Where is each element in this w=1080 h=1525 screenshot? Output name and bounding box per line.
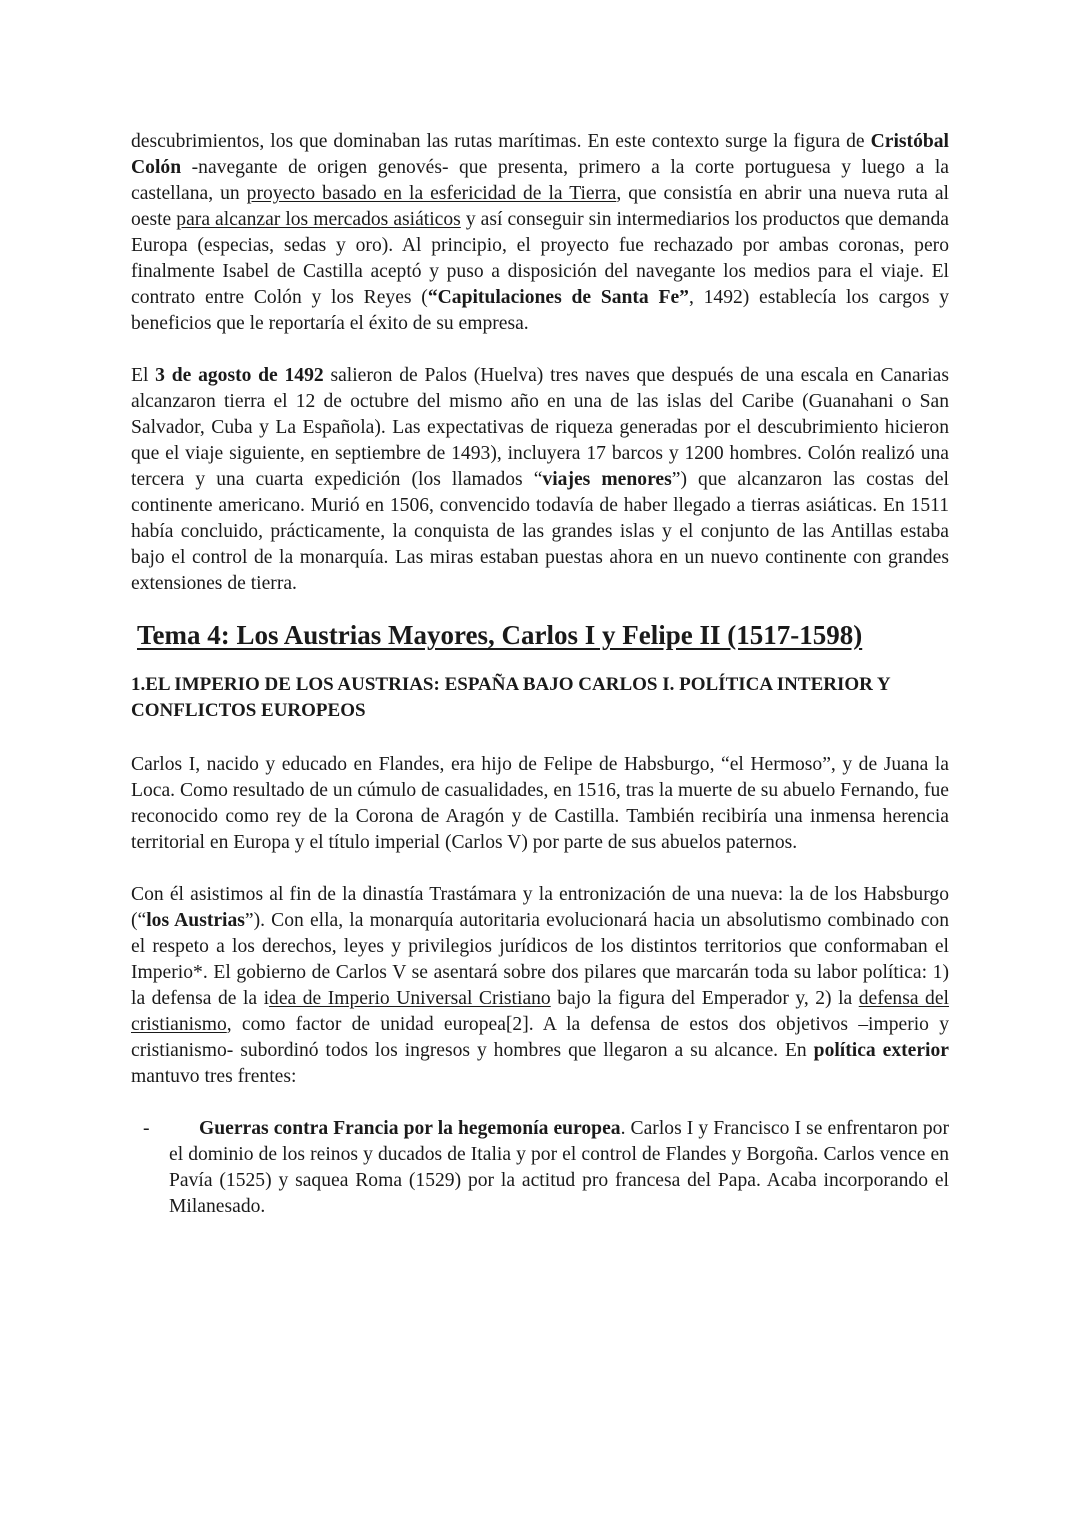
bullet-item-france-wars <box>131 1116 949 1220</box>
underlined-text: para alcanzar los mercados asiáticos <box>176 209 461 230</box>
text-run: . Carlos I y Francisco I se enfrentaron por el dominio de los reinos y ducados de Italia y por el control de Flandes y Borgoña. Carlos vence en Pavía (1525) y saquea Roma (1529) por la actitud pro francesa del Papa. Acaba incorporando el Milanesado. <box>169 1118 949 1217</box>
bullet-dash-icon: - <box>143 1118 150 1139</box>
bold-text: los Austrias <box>146 910 245 931</box>
text-run: El <box>131 365 156 386</box>
text-run: -navegante de origen genovés- que presenta, primero a la corte portuguesa y luego a la castellana, un <box>131 157 949 204</box>
bold-text: 3 de agosto de 1492 <box>155 365 324 386</box>
text-run: , como factor de unidad europea[2]. A la defensa de estos dos objetivos –imperio y cristianismo- subordinó todos los ingresos y hombres que llegaron a su alcance. En <box>131 1014 949 1061</box>
underlined-text: defensa del cristianismo <box>131 988 949 1035</box>
bold-text: política exterior <box>813 1040 949 1061</box>
bold-text: “Capitulaciones de Santa Fe” <box>427 287 689 308</box>
document-page <box>131 129 949 1220</box>
paragraph-carlos-i <box>131 752 949 856</box>
text-run: Carlos I, nacido y educado en Flandes, era hijo de Felipe de Habsburgo, “el Hermoso”, y de Juana la Loca. Como resultado de un cúmulo de casualidades, en 1516, tras la muerte de su abuelo Fernando, fue reconocido como rey de la Corona de Aragón y de Castilla. También recibiría una inmensa herencia territorial en Europa y el título imperial (Carlos V) por parte de sus abuelos paternos. <box>131 754 949 853</box>
text-run: mantuvo tres frentes: <box>131 1066 297 1087</box>
text-run: ”) que alcanzaron las costas del continente americano. Murió en 1506, convencido todavía de haber llegado a tierras asiáticas. En 1511 había concluido, prácticamente, la conquista de las grandes islas y el conjunto de las Antillas estaba bajo el control de la monarquía. Las miras estaban puestas ahora en un nuevo continente con grandes extensiones de tierra. <box>131 469 949 594</box>
text-run: y así conseguir sin intermediarios los productos que demanda Europa (especias, sedas y oro). Al principio, el proyecto fue rechazado por ambas coronas, pero finalmente Isabel de Castilla aceptó y puso a disposición del navegante los medios para el viaje. El contrato entre Colón y los Reyes ( <box>131 209 949 308</box>
bold-text: Guerras contra Francia por la hegemonía europea <box>199 1118 621 1139</box>
text-run: bajo la figura del Emperador y, 2) la <box>550 988 859 1009</box>
bullet-text <box>169 1116 949 1220</box>
text-run: ”). Con ella, la monarquía autoritaria evolucionará hacia un absolutismo combinado con el respeto a los derechos, leyes y privilegios jurídicos de los distintos territorios que conformaban el Imperio*. El gobierno de Carlos V se asentará sobre dos pilares que marcarán toda su labor política: 1) la defensa de la i <box>131 910 949 1009</box>
text-run: Con él asistimos al fin de la dinastía Trastámara y la entronización de una nueva: la de los Habsburgo (“ <box>131 884 949 931</box>
underlined-text: dea de Imperio Universal Cristiano <box>269 988 551 1009</box>
bold-text: viajes menores <box>542 469 672 490</box>
text-run: descubrimientos, los que dominaban las rutas marítimas. En este contexto surge la figura de <box>131 131 871 152</box>
text-run: , 1492) establecía los cargos y beneficios que le reportaría el éxito de su empresa. <box>131 287 949 334</box>
paragraph-first-voyage <box>131 363 949 597</box>
underlined-text: proyecto basado en la esfericidad de la Tierra <box>246 183 617 204</box>
section-heading: 1.EL IMPERIO DE LOS AUSTRIAS: ESPAÑA BAJO CARLOS I. POLÍTICA INTERIOR Y CONFLICTOS EUROPEOS <box>131 674 890 721</box>
bold-text: Cristóbal Colón <box>131 131 949 178</box>
paragraph-colon-project <box>131 129 949 337</box>
text-run: , que consistía en abrir una nueva ruta al oeste <box>131 183 949 230</box>
chapter-title: Tema 4: Los Austrias Mayores, Carlos I y Felipe II (1517-1598) <box>137 620 863 650</box>
text-run: salieron de Palos (Huelva) tres naves que después de una escala en Canarias alcanzaron tierra el 12 de octubre del mismo año en una de las islas del Caribe (Guanahani o San Salvador, Cuba y La Española). Las expectativas de riqueza generadas por el descubrimiento hicieron que el viaje siguiente, en septiembre de 1493), incluyera 17 barcos y 1200 hombres. Colón realizó una tercera y una cuarta expedición (los llamados “ <box>131 365 950 490</box>
paragraph-habsburg-dynasty <box>131 882 949 1090</box>
